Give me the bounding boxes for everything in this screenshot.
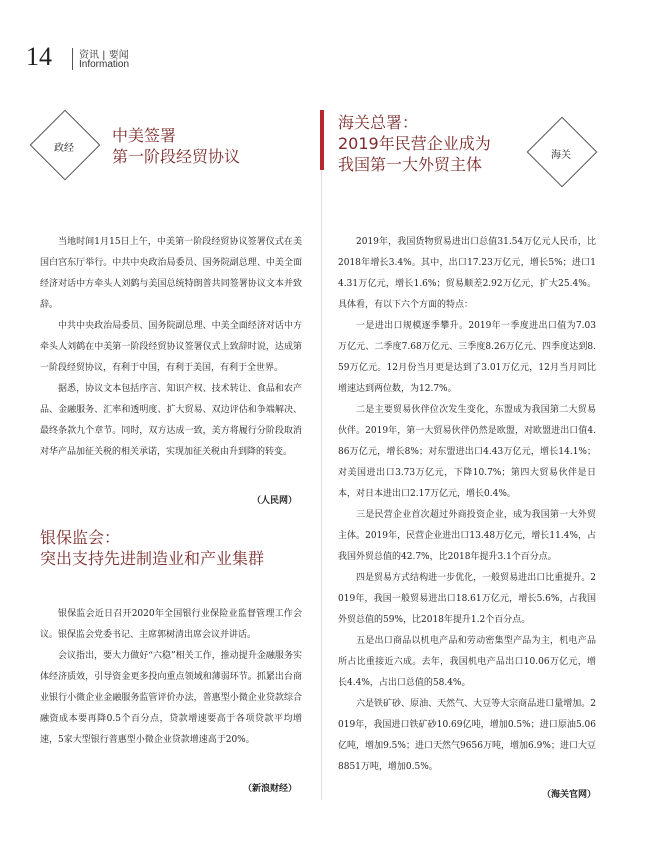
paragraph: 五是出口商品以机电产品和劳动密集型产品为主，机电产品所占比重接近六成。去年，我国机电产品出口10.06万亿元，增长4.4%，占出口总值的58.4%。 bbox=[338, 636, 596, 688]
category-label-customs: 海关 bbox=[551, 150, 571, 161]
article-source: （新浪财经） bbox=[242, 784, 297, 794]
paragraph: 会议指出，要大力做好“六稳”相关工作，推动提升金融服务实体经济质效，引导资金更多投向重点领域和薄弱环节。抓紧出台商业银行小微企业金融服务监管评价办法，普惠型小微企业贷款综合融资成本要再降0.5个百分点，贷款增速要高于各项贷款平均增速，5家大型银行普惠型小微企业贷款增速高于20%。 bbox=[40, 651, 302, 745]
article-body-trade-agreement bbox=[40, 232, 302, 463]
paragraph: 当地时间1月15日上午，中美第一阶段经贸协议签署仪式在美国白宫东厅举行。中共中央政治局委员、国务院副总理、中美全面经济对话中方牵头人刘鹤与美国总统特朗普共同签署协议文本并致辞。 bbox=[40, 237, 302, 310]
article-body-customs bbox=[338, 232, 596, 778]
article-source: （海关官网） bbox=[541, 790, 596, 800]
header-divider bbox=[72, 48, 73, 70]
paragraph: 2019年，我国货物贸易进出口总值31.54万亿元人民币，比2018年增长3.4%。其中，出口17.23万亿元，增长5%；进口14.31万亿元，增长1.6%；贸易顺差2.92万亿元，扩大25.4%。具体看，有以下六个方面的特点： bbox=[338, 237, 596, 310]
headline-line: 突出支持先进制造业和产业集群 bbox=[40, 549, 265, 569]
headline-line: 第一阶段经贸协议 bbox=[112, 147, 241, 167]
paragraph: 三是民营企业首次超过外商投资企业，成为我国第一大外贸主体。2019年，民营企业进出口13.48万亿元，增长11.4%，占我国外贸总值的42.7%，比2018年提升3.1个百分点。 bbox=[338, 510, 596, 562]
headline-cbirc bbox=[40, 527, 264, 569]
category-label-politics: 政经 bbox=[54, 143, 74, 154]
page-number: 14 bbox=[26, 42, 52, 71]
section-title-en: Information bbox=[79, 59, 130, 70]
paragraph: 六是铁矿砂、原油、天然气、大豆等大宗商品进口量增加。2019年，我国进口铁矿砂10.69亿吨，增加0.5%；进口原油5.06亿吨，增加9.5%；进口天然气9656万吨，增加6.9%；进口大豆8851万吨，增加0.5%。 bbox=[338, 699, 596, 772]
column-divider bbox=[321, 170, 322, 800]
paragraph: 二是主要贸易伙伴位次发生变化，东盟成为我国第二大贸易伙伴。2019年，第一大贸易伙伴仍然是欧盟，对欧盟进出口值4.86万亿元，增长8%；对东盟进出口4.43万亿元，增长14.1%；对美国进出口3.73万亿元，下降10.7%；第四大贸易伙伴是日本，对日本进出口2.17万亿元，增长0.4%。 bbox=[338, 405, 596, 499]
paragraph: 一是进出口规模逐季攀升。2019年一季度进出口值为7.03万亿元、二季度7.68万亿元、三季度8.26万亿元、四季度达到8.59万亿元。12月份当月更是达到了3.01万亿元，12月当月同比增速达到两位数，为12.7%。 bbox=[338, 321, 596, 394]
headline-trade-agreement bbox=[112, 125, 240, 167]
headline-line: 中美签署 bbox=[112, 126, 177, 145]
paragraph: 中共中央政治局委员、国务院副总理、中美全面经济对话中方牵头人刘鹤在中美第一阶段经贸协议签署仪式上致辞时说，达成第一阶段经贸协议，有利于中国，有利于美国，有利于全世界。 bbox=[40, 321, 302, 373]
headline-line: 银保监会： bbox=[40, 528, 121, 547]
paragraph: 银保监会近日召开2020年全国银行业保险业监督管理工作会议。银保监会党委书记、主席郭树清出席会议并讲话。 bbox=[40, 609, 302, 640]
paragraph: 四是贸易方式结构进一步优化，一般贸易进出口比重提升。2019年，我国一般贸易进出口18.61万亿元，增长5.6%，占我国外贸总值的59%，比2018年提升1.2个百分点。 bbox=[338, 573, 596, 625]
section-title-cn: 资讯 | 要闻 bbox=[79, 50, 129, 61]
accent-bar bbox=[320, 110, 324, 170]
article-body-cbirc bbox=[40, 604, 302, 751]
article-source: （人民网） bbox=[251, 496, 297, 506]
headline-line: 2019年民营企业成为 bbox=[338, 134, 491, 154]
headline-customs bbox=[338, 112, 491, 175]
paragraph: 据悉，协议文本包括序言、知识产权、技术转让、食品和农产品、金融服务、汇率和透明度、扩大贸易、双边评估和争端解决、最终条款九个章节。同时，双方达成一致，美方将履行分阶段取消对华产品加征关税的相关承诺，实现加征关税由升到降的转变。 bbox=[40, 384, 302, 457]
headline-line: 海关总署： bbox=[338, 113, 419, 132]
headline-line: 我国第一大外贸主体 bbox=[338, 155, 483, 175]
